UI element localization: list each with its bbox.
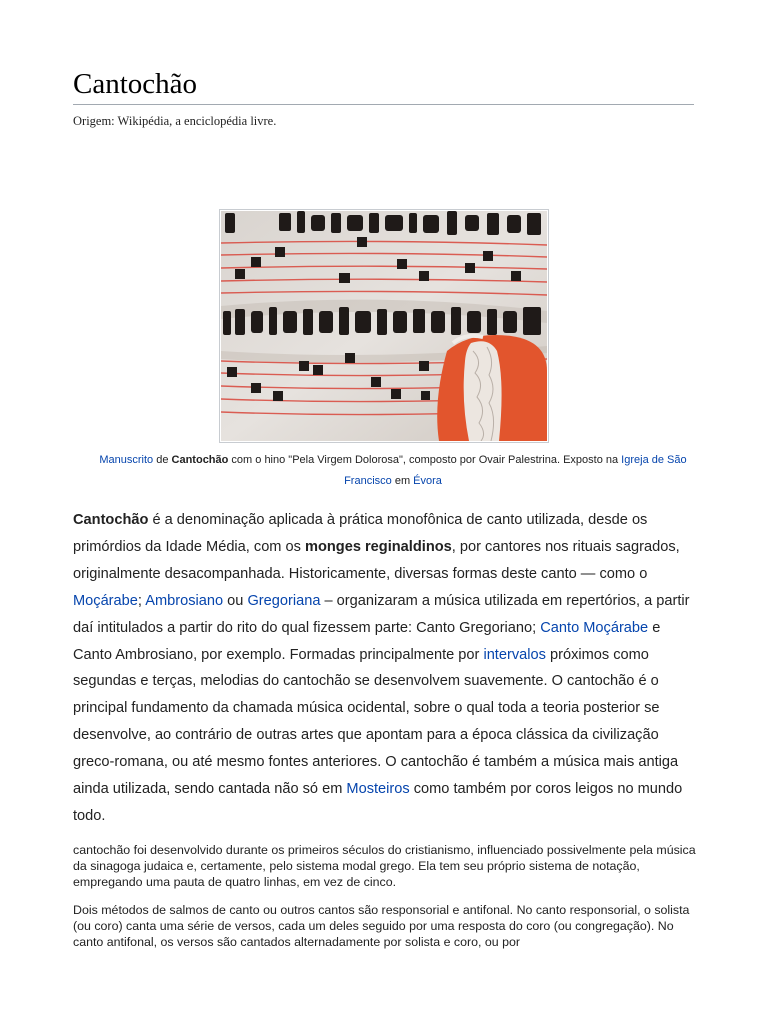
link-mosteiros[interactable]: Mosteiros — [346, 781, 410, 798]
caption-text: com o hino "Pela Virgem Dolorosa", composto por Ovair Palestrina. Exposto na — [228, 454, 622, 466]
intro-paragraph — [73, 507, 698, 830]
page-title: Cantochão — [73, 68, 198, 100]
intro-text: ; — [137, 592, 146, 609]
link-intervalos[interactable]: intervalos — [483, 646, 546, 663]
origin-note: Origem: Wikipédia, a enciclopédia livre. — [73, 114, 277, 128]
figure-caption — [88, 450, 698, 492]
intro-text: e Canto Ambrosiano, por exemplo. Formadas principalmente por — [73, 619, 661, 663]
paragraph-methods: Dois métodos de salmos de canto ou outros cantos são responsorial e antifonal. No canto responsorial, o solista (ou coro) canta uma série de versos, cada um deles seguido por uma resposta do coro (ou congregação). No canto antifonal, os versos são cantados alternadamente por solista e coro, ou por — [73, 903, 690, 950]
manuscript-picture — [221, 211, 547, 441]
intro-bold-term: Cantochão — [73, 512, 149, 528]
intro-text: , por cantores nos rituais sagrados, originalmente desacompanhada. Historicamente, diversas formas deste canto — como o — [73, 538, 680, 582]
intro-text: é a denominação aplicada à prática monofônica de canto utilizada, desde os primórdios da Idade Média, com os — [73, 512, 648, 555]
intro-text: próximos como segundas e terças, melodias do cantochão se desenvolvem suavemente. O cantochão é o principal fundamento da chamada música ocidental, sobre o qual toda a teoria posterior se desenvolve, ao contrário de outras artes que apontam para a época clássica da civilização greco-romana, ou até mesmo fontes anteriores. O cantochão é também a música mais antiga ainda utilizada, sendo cantada não só em — [73, 646, 679, 798]
intro-text: ou — [223, 592, 248, 609]
caption-link-evora[interactable]: Évora — [413, 475, 442, 487]
caption-text: em — [391, 475, 414, 487]
title-divider — [73, 104, 694, 105]
link-mocarabe[interactable]: Moçárabe — [73, 592, 138, 609]
caption-text: de — [153, 454, 172, 466]
caption-link-manuscrito[interactable]: Manuscrito — [99, 454, 154, 466]
link-canto-mocarabe[interactable]: Canto Moçárabe — [540, 619, 649, 636]
link-ambrosiano[interactable]: Ambrosiano — [145, 592, 224, 609]
intro-text: – organizaram a música utilizada em repertórios, a partir daí intitulados a partir do rito do qual fizessem parte: Canto Gregoriano; — [73, 592, 690, 636]
paragraph-history: cantochão foi desenvolvido durante os primeiros séculos do cristianismo, influenciado possivelmente pela música da sinagoga judaica e, certamente, pelo sistema modal grego. Ela tem seu próprio sistema de notação, empregando uma pauta de quatro linhas, em vez de cinco. — [73, 843, 696, 890]
intro-bold-term: monges reginaldinos — [305, 538, 452, 555]
link-gregoriana[interactable]: Gregoriana — [247, 592, 321, 609]
intro-text: como também por coros leigos no mundo todo. — [73, 781, 683, 824]
caption-bold-term: Cantochão — [171, 454, 229, 466]
manuscript-image[interactable] — [219, 209, 549, 443]
caption-link-igreja[interactable]: Igreja de São Francisco — [344, 454, 687, 487]
